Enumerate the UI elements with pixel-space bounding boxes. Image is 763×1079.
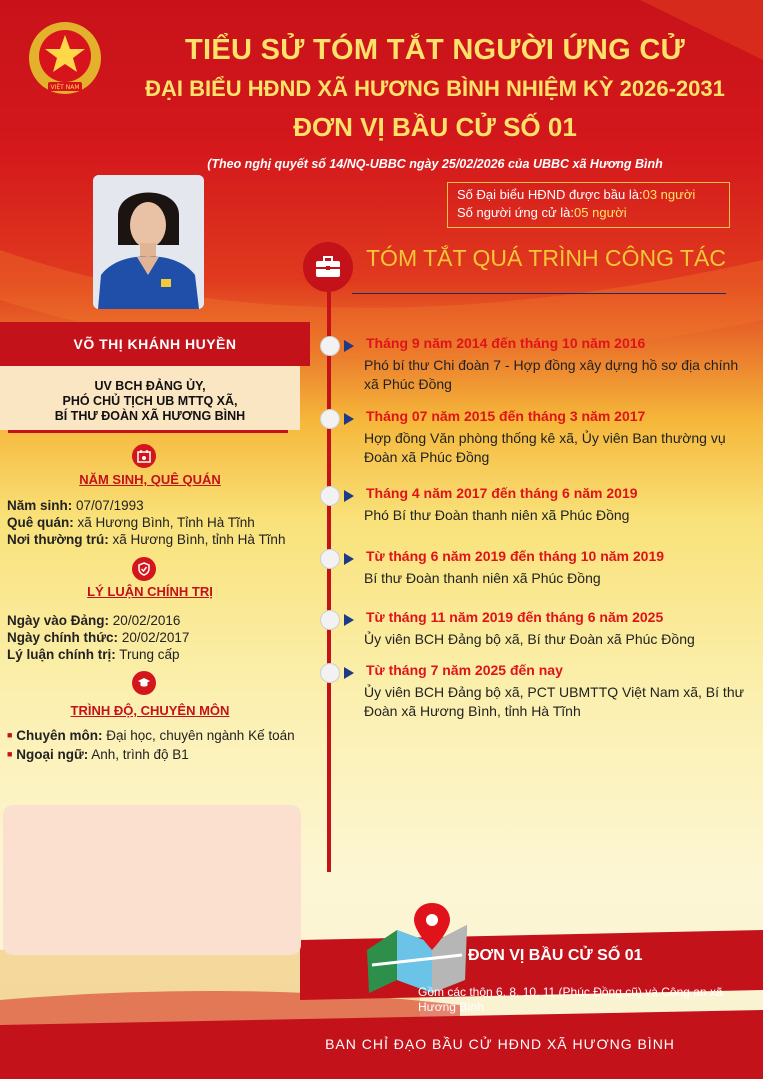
graduation-cap-icon <box>132 671 156 695</box>
timeline-rule <box>352 293 726 294</box>
empty-panel <box>3 805 301 955</box>
political-info <box>7 612 297 663</box>
calendar-icon <box>132 444 156 468</box>
resolution-note: (Theo nghị quyết số 14/NQ-UBBC ngày 25/02/2026 của UBBC xã Hương Bình <box>207 157 663 171</box>
main-title: TIỂU SỬ TÓM TẮT NGƯỜI ỨNG CỬ <box>185 34 685 66</box>
timeline-heading: TÓM TẮT QUÁ TRÌNH CÔNG TÁC <box>366 245 726 271</box>
position-line: BÍ THƯ ĐOÀN XÃ HƯƠNG BÌNH <box>54 409 246 423</box>
timeline-period: Từ tháng 7 năm 2025 đến nay <box>366 662 563 678</box>
candidates-count: Số người ứng cử là:05 người <box>457 205 627 220</box>
briefcase-icon <box>303 242 353 292</box>
party-official-row: Ngày chính thức: 20/02/2017 <box>7 630 190 645</box>
residence-row: Nơi thường trú: xã Hương Bình, tỉnh Hà Tĩnh <box>7 532 286 547</box>
timeline-dot <box>320 663 340 683</box>
timeline-period: Từ tháng 6 năm 2019 đến tháng 10 năm 2019 <box>366 548 665 564</box>
timeline-arrow-icon <box>344 490 354 502</box>
timeline-dot <box>320 610 340 630</box>
timeline-arrow-icon <box>344 413 354 425</box>
map-pin-icon <box>357 895 477 995</box>
timeline-description: Phó Bí thư Đoàn thanh niên xã Phúc Đồng <box>364 507 630 523</box>
language-row: ■ Ngoại ngữ: Anh, trình độ B1 <box>7 747 189 762</box>
education-info <box>7 727 297 763</box>
shield-icon <box>132 557 156 581</box>
divider <box>8 430 288 433</box>
timeline-period: Tháng 9 năm 2014 đến tháng 10 năm 2016 <box>366 335 646 351</box>
timeline-dot <box>320 549 340 569</box>
theory-row: Lý luận chính trị: Trung cấp <box>7 647 180 662</box>
section-title-education: TRÌNH ĐỘ, CHUYÊN MÔN <box>70 703 230 718</box>
position-line: PHÓ CHỦ TỊCH UB MTTQ XÃ, <box>62 394 238 408</box>
footer-text: BAN CHỈ ĐẠO BẦU CỬ HĐND XÃ HƯƠNG BÌNH <box>325 1036 675 1052</box>
hometown-row: Quê quán: xã Hương Bình, Tỉnh Hà Tĩnh <box>7 515 255 530</box>
timeline-dot <box>320 336 340 356</box>
timeline-description: Hợp đồng Văn phòng thống kê xã, Ủy viên Ban thường vụ Đoàn xã Phúc Đồng <box>364 430 726 465</box>
section-title-birth: NĂM SINH, QUÊ QUÁN <box>79 472 221 487</box>
district-description: Gồm các thôn 6, 8, 10, 11 (Phúc Đồng cũ) và Công an xã Hương Bình <box>418 985 723 1014</box>
delegates-count: Số Đại biểu HĐND được bầu là:03 người <box>457 187 696 202</box>
timeline-description: Ủy viên BCH Đảng bộ xã, Bí thư Đoàn xã Phúc Đồng <box>364 631 695 647</box>
emblem-text: VIỆT NAM <box>50 84 80 91</box>
timeline-line <box>327 292 331 872</box>
candidate-position <box>0 366 300 430</box>
timeline-arrow-icon <box>344 553 354 565</box>
position-line: UV BCH ĐẢNG ỦY, <box>94 379 206 393</box>
timeline-description: Phó bí thư Chi đoàn 7 - Hợp đồng xây dựng hồ sơ địa chính xã Phúc Đồng <box>364 357 739 392</box>
timeline-arrow-icon <box>344 667 354 679</box>
dob-row: Năm sinh: 07/07/1993 <box>7 498 144 513</box>
major-row: ■ Chuyên môn: Đại học, chuyên ngành Kế toán <box>7 728 295 743</box>
birth-info <box>7 497 297 548</box>
counts-box <box>447 182 730 228</box>
timeline-description: Bí thư Đoàn thanh niên xã Phúc Đồng <box>364 570 601 586</box>
timeline-period: Từ tháng 11 năm 2019 đến tháng 6 năm 2025 <box>366 609 664 625</box>
district-title: ĐƠN VỊ BẦU CỬ SỐ 01 <box>468 947 643 964</box>
section-title-political: LÝ LUẬN CHÍNH TRỊ <box>87 584 213 599</box>
timeline-arrow-icon <box>344 340 354 352</box>
party-join-row: Ngày vào Đảng: 20/02/2016 <box>7 613 181 628</box>
timeline-arrow-icon <box>344 614 354 626</box>
subtitle-council: ĐẠI BIỂU HĐND XÃ HƯƠNG BÌNH NHIỆM KỲ 2026-2031 <box>145 76 725 101</box>
timeline-dot <box>320 486 340 506</box>
timeline-dot <box>320 409 340 429</box>
candidate-photo <box>93 175 204 309</box>
timeline-period: Tháng 4 năm 2017 đến tháng 6 năm 2019 <box>366 485 638 501</box>
timeline-description: Ủy viên BCH Đảng bộ xã, PCT UBMTTQ Việt Nam xã, Bí thư Đoàn xã Hương Bình, tỉnh Hà Tĩnh <box>364 684 744 719</box>
subtitle-district: ĐƠN VỊ BẦU CỬ SỐ 01 <box>293 112 577 142</box>
national-emblem-icon <box>22 18 108 104</box>
candidate-name: VÕ THỊ KHÁNH HUYỀN <box>0 322 310 366</box>
timeline-period: Tháng 07 năm 2015 đến tháng 3 năm 2017 <box>366 408 646 424</box>
